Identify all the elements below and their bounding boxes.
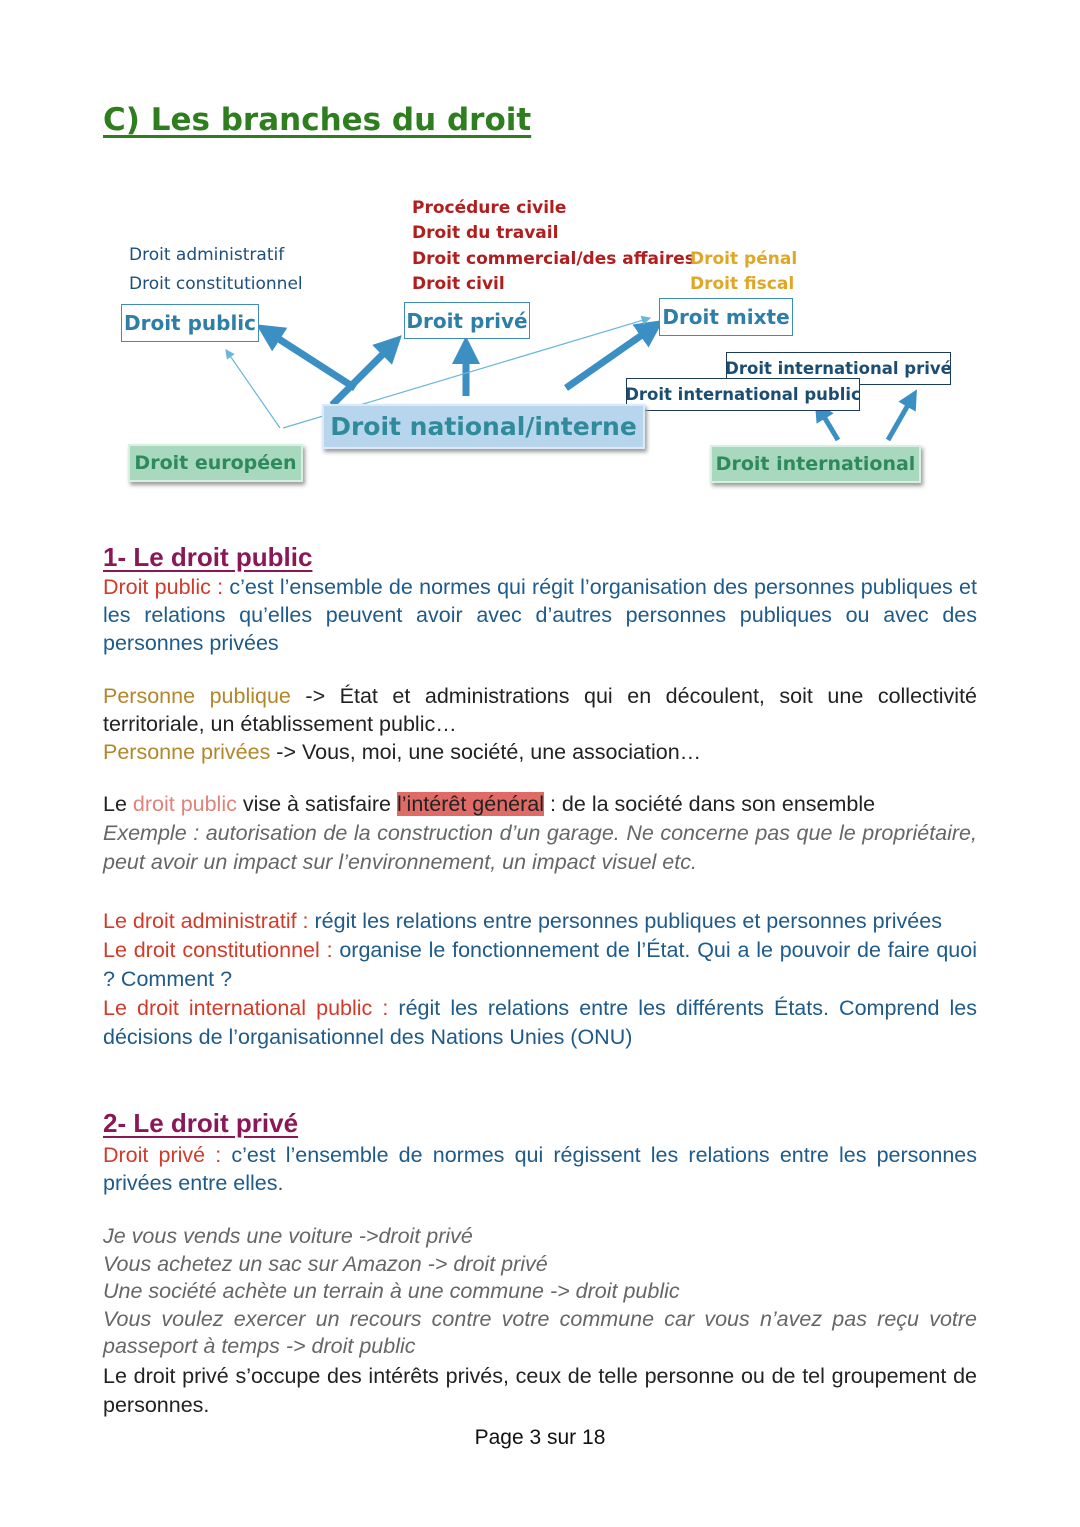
box-droit-mixte: Droit mixte [659,298,793,336]
label-procedure-civile: Procédure civile [412,198,567,218]
box-droit-europeen: Droit européen [128,444,303,482]
label-droit-du-travail: Droit du travail [412,223,559,243]
label-droit-constitutionnel: Droit constitutionnel [129,274,303,294]
def-droit-public: Droit public : c’est l’ensemble de normes qui régit l’organisation des personnes publiques et les relations qu’elles peuvent avoir avec d’autres personnes publiques ou avec des personnes privées [103,575,977,655]
heading-droit-prive: 2- Le droit privé [103,1108,299,1138]
box-droit-prive: Droit privé [404,302,530,339]
example-3: Une société achète un terrain à une commune -> droit public [103,1279,680,1303]
interet-general-line: Le droit public vise à satisfaire l’intérêt général : de la société dans son ensemble [103,792,876,816]
label-droit-penal: Droit pénal [690,249,798,269]
personne-privee-line: Personne privées -> Vous, moi, une société, une association… [103,740,702,764]
interet-general-block [103,790,977,877]
sub-branches-public [103,907,977,1052]
box-droit-public: Droit public [121,304,259,342]
highlight-interet-general: l’intérêt général [397,792,545,816]
example-text: Exemple : autorisation de la construction d’un garage. Ne concerne pas que le propriétaire, peut avoir un impact sur l’environnement, un impact visuel etc. [103,821,977,874]
box-droit-international-public: Droit international public [626,378,860,411]
def-droit-prive: Droit privé : c’est l’ensemble de normes qui régissent les relations entre les personnes privées entre elles. [103,1143,977,1195]
label-droit-commercial: Droit commercial/des affaires [412,249,695,269]
personnes-block [103,682,977,766]
box-droit-international-prive: Droit international privé [726,352,951,385]
personne-publique-line: Personne publique -> État et administrations qui en découlent, soit une collectivité territoriale, un établissement public… [103,684,977,736]
conclusion-prive: Le droit privé s’occupe des intérêts privés, ceux de telle personne ou de tel groupement de personnes. [103,1364,977,1417]
section-title: C) Les branches du droit [103,102,532,138]
arrow-international-to-public [820,410,838,440]
droit-constitutionnel-def: Le droit constitutionnel : organise le fonctionnement de l’État. Qui a le pouvoir de faire quoi ? Comment ? [103,938,977,991]
label-droit-civil: Droit civil [412,274,505,294]
box-droit-international: Droit international [710,445,921,483]
example-1: Je vous vends une voiture ->droit privé [103,1224,473,1248]
arrow-national-to-public [268,332,355,388]
page-number: Page 3 sur 18 [474,1426,606,1449]
droit-international-public-def: Le droit international public : régit les relations entre les différents États. Comprend les décisions de l’organisationnel des Nations Unies (ONU) [103,996,977,1049]
arrow-international-to-prive [888,398,912,440]
droit-administratif-def: Le droit administratif : régit les relations entre personnes publiques et personnes privées [103,909,942,933]
heading-droit-public: 1- Le droit public [103,542,313,572]
example-4: Vous voulez exercer un recours contre votre commune car vous n’avez pas reçu votre passeport à temps -> droit public [103,1306,977,1358]
label-droit-fiscal: Droit fiscal [690,274,795,294]
arrow-europeen-to-public [226,350,280,428]
examples-prive [103,1223,977,1361]
box-droit-national: Droit national/interne [322,404,645,449]
label-droit-administratif: Droit administratif [129,245,285,265]
example-2: Vous achetez un sac sur Amazon -> droit privé [103,1251,548,1276]
